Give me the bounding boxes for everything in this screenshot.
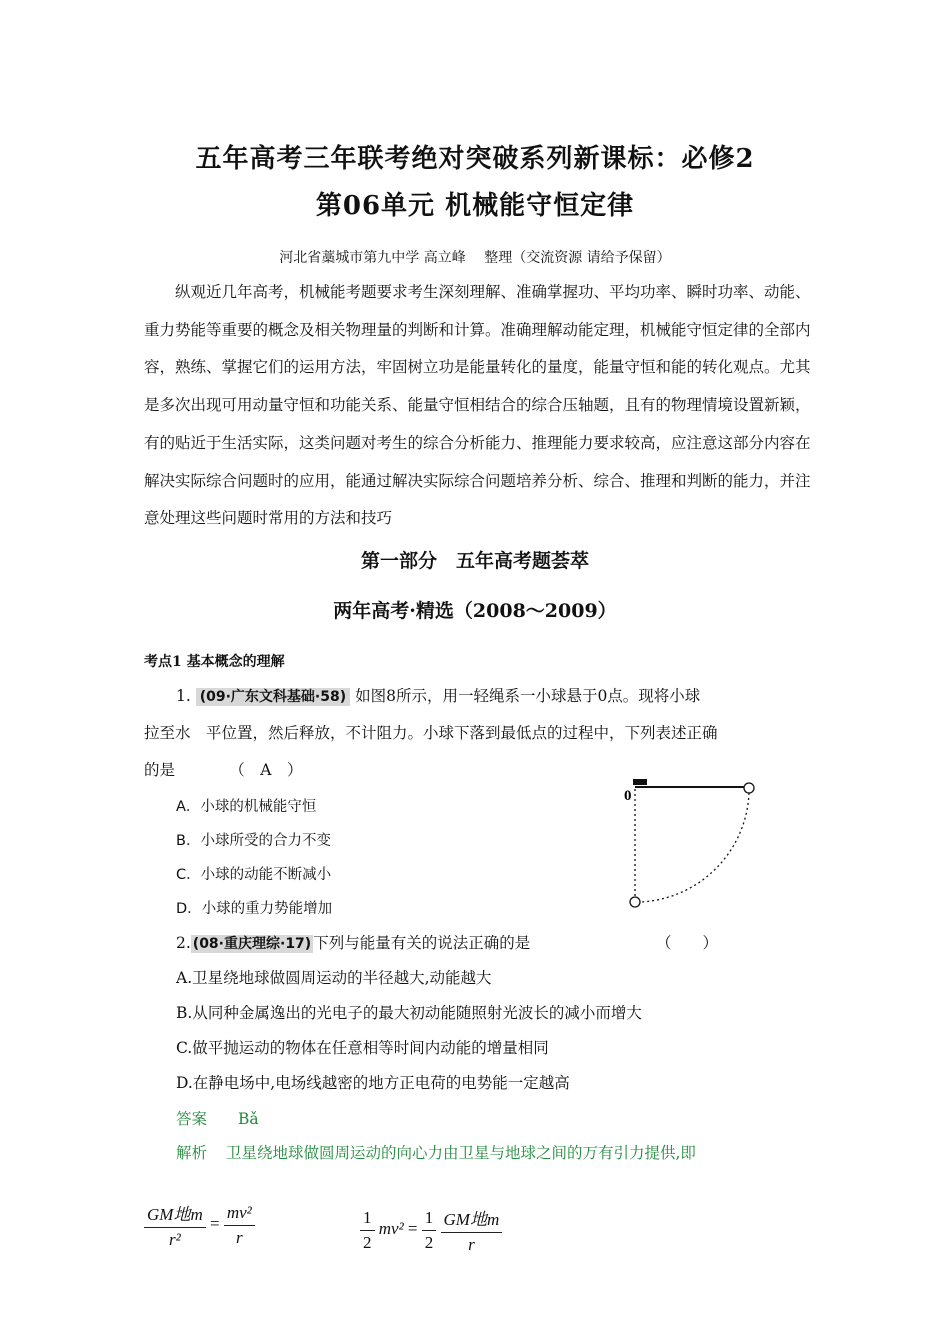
question-2-bracket: （ ） <box>656 934 719 952</box>
question-1-option-a: A．小球的机械能守恒 <box>176 799 317 815</box>
question-2-option-a: A.卫星绕地球做圆周运动的半径越大,动能越大 <box>176 969 492 987</box>
question-1-option-d: D．小球的重力势能增加 <box>176 901 333 917</box>
question-1-source: (09·广东文科基础·58) <box>196 688 350 706</box>
intro-paragraph <box>144 274 824 538</box>
formula-2-half-num: 1 <box>360 1208 375 1231</box>
pivot-support <box>633 779 647 785</box>
formula-2-rhs <box>441 1205 503 1255</box>
answer-label: 答案 <box>176 1110 208 1128</box>
question-2-line-1 <box>176 931 530 953</box>
document-title: 五年高考三年联考绝对突破系列新课标：必修2 <box>195 144 755 174</box>
question-1-stem-a: 如图8所示，用一轻绳系一小球悬于0点。现将小球 <box>355 687 701 705</box>
analysis-label: 解析 <box>176 1144 208 1162</box>
formula-1-equals: = <box>209 1213 220 1233</box>
question-1-line-1 <box>176 684 700 706</box>
question-2-number: 2. <box>176 934 191 952</box>
formula-2-rhs-num: GM地m <box>441 1205 503 1233</box>
formula-2-half-right-num: 1 <box>422 1208 437 1231</box>
formula-2-half-right <box>422 1208 437 1253</box>
formula-gravity-centripetal <box>144 1200 255 1250</box>
formula-2-half-den: 2 <box>363 1232 372 1252</box>
unit-title: 第06单元 机械能守恒定律 <box>315 191 635 221</box>
pivot-label: 0 <box>624 788 632 804</box>
formula-2-half-right-den: 2 <box>424 1232 434 1252</box>
formula-1-rhs-num: mv² <box>224 1203 255 1226</box>
formula-1-lhs <box>144 1200 206 1250</box>
answer-value: Bǎ <box>237 1110 259 1128</box>
analysis-line <box>176 1141 696 1163</box>
formula-1-rhs <box>224 1203 255 1248</box>
formula-1-lhs-num: GM地m <box>144 1200 206 1228</box>
section-subheading: 两年高考·精选（2008～2009） <box>333 600 617 622</box>
formula-2-equals: = <box>407 1218 418 1238</box>
intro-text: 纵观近几年高考，机械能考题要求考生深刻理解、准确掌握功、平均功率、瞬时功率、动能、重力势能等重要的概念及相关物理量的判断和计算。准确理解动能定理，机械能守恒定律的全部内容，熟练、掌握它们的运用方法，牢固树立功是能量转化的量度，能量守恒和能的转化观点。尤其是多次出现可用动量守恒和功能关系、能量守恒相结合的综合压轴题，且有的物理情境设置新颖，有的贴近于生活实际，这类问题对考生的综合分析能力、推理能力要求较高，应注意这部分内容在解决实际综合问题时的应用，能通过解决实际综合问题培养分析、综合、推理和判断的能力，并注意处理这些问题时常用的方法和技巧 <box>144 283 811 528</box>
formula-1-rhs-den: r <box>235 1227 243 1247</box>
topic-heading: 考点1 基本概念的理解 <box>144 654 285 670</box>
question-2-option-c: C.做平抛运动的物体在任意相等时间内动能的增量相同 <box>176 1039 549 1057</box>
question-2-stem: 下列与能量有关的说法正确的是 <box>313 934 531 952</box>
question-1-option-b: B．小球所受的合力不变 <box>176 833 331 849</box>
analysis-text: 卫星绕地球做圆周运动的向心力由卫星与地球之间的万有引力提供,即 <box>225 1144 696 1162</box>
question-1-number: 1. <box>176 687 191 705</box>
formula-2-half <box>360 1208 375 1253</box>
question-1-stem-b: 拉至水 平位置，然后释放，不计阻力。小球下落到最低点的过程中，下列表述正确 <box>144 724 718 742</box>
pendulum-figure <box>615 775 765 915</box>
section-heading: 第一部分 五年高考题荟萃 <box>360 550 589 572</box>
ball-start <box>744 783 754 793</box>
question-2-option-b: B.从同种金属逸出的光电子的最大初动能随照射光波长的减小而增大 <box>176 1004 642 1022</box>
author-line: 河北省藁城市第九中学 高立峰 整理（交流资源 请给予保留） <box>279 250 671 266</box>
formula-2-mv2: mv² <box>378 1218 404 1238</box>
question-1-stem-c: 的是 （ A ） <box>144 761 303 779</box>
question-1-option-c: C．小球的动能不断减小 <box>176 867 332 883</box>
question-2-option-d: D.在静电场中,电场线越密的地方正电荷的电势能一定越高 <box>176 1074 570 1092</box>
formula-2-rhs-den: r <box>468 1235 475 1254</box>
ball-bottom <box>630 897 640 907</box>
question-2-source: (08·重庆理综·17) <box>192 936 312 952</box>
swing-arc <box>640 793 749 902</box>
formula-1-lhs-den: r² <box>169 1230 181 1249</box>
formula-kinetic-energy <box>360 1205 502 1255</box>
answer-line <box>176 1107 259 1129</box>
